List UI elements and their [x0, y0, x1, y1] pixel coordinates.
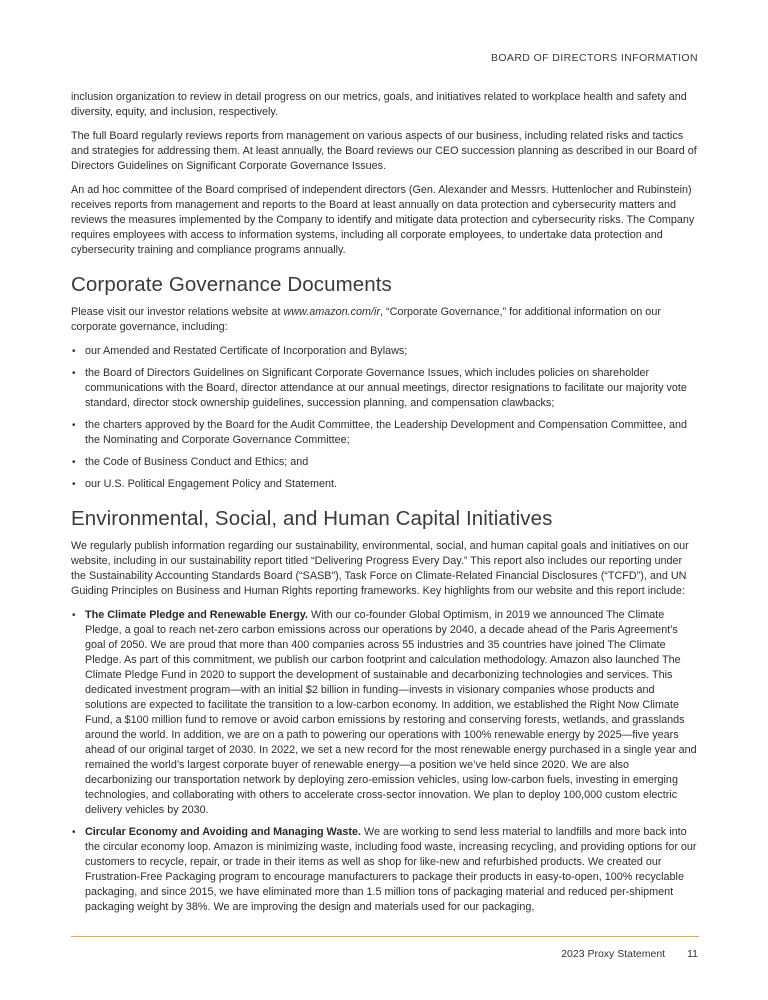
- bullet-icon: •: [72, 368, 76, 379]
- esg-intro: We regularly publish information regarding our sustainability, environmental, social, and human capital goals and initiatives on our website, including in our sustainability report titled “Delivering Progress Every Day.” This report also includes our reporting under the Sustainability Accounting Standards Board (“SASB”), Task Force on Climate-Related Financial Disclosures (“TCFD”), and UN Guiding Principles on Business and Human Rights reporting frameworks. Key highlights from our website and this report include:: [71, 540, 689, 597]
- bullet-icon: •: [72, 479, 76, 490]
- list-item-text: the Board of Directors Guidelines on Significant Corporate Governance Issues, which includes policies on shareholder communications with the Board, director attendance at our annual meetings, director resignations to facilitate our majority vote standard, director stock ownership guidelines, succession planning, and compensation clawbacks;: [85, 367, 687, 409]
- list-item: [71, 418, 699, 448]
- intro-paragraph-3: An ad hoc committee of the Board comprised of independent directors (Gen. Alexander and Messrs. Huttenlocher and Rubinstein) receives reports from management and reports to the Board at least annually on data protection and cybersecurity matters and reviews the measures implemented by the Company to identify and mitigate data protection and cybersecurity risks. The Company requires employees with access to information systems, including all corporate employees, to undertake data protection and cybersecurity training and compliance programs annually.: [71, 184, 695, 256]
- governance-heading: Corporate Governance Documents: [71, 273, 392, 296]
- intro-paragraph-2: The full Board regularly reviews reports from management on various aspects of our business, including related risks and tactics and strategies for addressing them. At least annually, the Board reviews our CEO succession planning as described in our Board of Directors Guidelines on Significant Corporate Governance Issues.: [71, 130, 697, 172]
- investor-relations-link[interactable]: www.amazon.com/ir: [283, 306, 381, 318]
- list-item: [71, 344, 699, 359]
- page-footer: [561, 948, 698, 960]
- bullet-icon: •: [72, 827, 76, 838]
- list-item: [71, 825, 699, 915]
- page-number: 11: [687, 948, 698, 960]
- list-item-text: We are working to send less material to landfills and more back into the circular economy loop. Amazon is minimizing waste, including food waste, increasing recycling, and providing options for our customers to recycle, repair, or trade in their items as well as shop for like-new and refurbished products. We created our Frustration-Free Packaging program to encourage manufacturers to package their products in easy-to-open, 100% recyclable packaging, and since 2015, we have eliminated more than 1.5 million tons of packaging material and reduced per-shipment packaging weight by 38%. We are improving the design and materials used for our packaging,: [85, 826, 697, 913]
- list-item-text: our Amended and Restated Certificate of Incorporation and Bylaws;: [85, 345, 408, 357]
- list-item-title: Circular Economy and Avoiding and Managing Waste.: [85, 826, 361, 838]
- page-content: [71, 90, 699, 922]
- list-item: [71, 455, 699, 470]
- bullet-icon: •: [72, 346, 76, 357]
- esg-heading: Environmental, Social, and Human Capital Initiatives: [71, 507, 553, 530]
- governance-intro-after: , “Corporate Governance,” for additional information on our corporate governance, including:: [71, 306, 661, 333]
- footer-divider: [71, 936, 699, 937]
- list-item: [71, 608, 699, 818]
- footer-doc-title: 2023 Proxy Statement: [561, 948, 666, 960]
- governance-intro: [71, 305, 699, 335]
- governance-list: [71, 344, 699, 492]
- esg-list: [71, 608, 699, 915]
- section-header: BOARD OF DIRECTORS INFORMATION: [490, 52, 698, 64]
- list-item-text: the charters approved by the Board for the Audit Committee, the Leadership Development and Compensation Committee, and the Nominating and Corporate Governance Committee;: [85, 419, 687, 446]
- list-item-text: our U.S. Political Engagement Policy and Statement.: [85, 478, 338, 490]
- list-item: [71, 477, 699, 492]
- bullet-icon: •: [72, 420, 76, 431]
- governance-intro-before: Please visit our investor relations website at: [71, 306, 284, 318]
- list-item: [71, 366, 699, 411]
- bullet-icon: •: [72, 457, 76, 468]
- list-item-title: The Climate Pledge and Renewable Energy.: [85, 609, 308, 621]
- bullet-icon: •: [72, 610, 76, 621]
- list-item-text: With our co-founder Global Optimism, in 2019 we announced The Climate Pledge, a goal to reach net-zero carbon emissions across our operations by 2040, a decade ahead of the Paris Agreement’s goal of 2050. We are proud that more than 400 companies across 55 industries and 35 countries have joined The Climate Pledge. As part of this commitment, we publish our carbon footprint and calculation methodology. Amazon also launched The Climate Pledge Fund in 2020 to support the development of sustainable and decarbonizing technologies and services. This dedicated investment program—with an initial $2 billion in funding—invests in visionary companies whose products and solutions are expected to facilitate the transition to a low-carbon economy. In addition, we established the Right Now Climate Fund, a $100 million fund to remove or avoid carbon emissions by restoring and conserving forests, wetlands, and grasslands around the world. In addition, we are on a path to powering our operations with 100% renewable energy by 2025—five years ahead of our original target of 2030. In 2022, we set a new record for the most renewable energy purchased in a single year and remained the world’s largest corporate buyer of renewable energy—a position we’ve held since 2020. We are also decarbonizing our transportation network by deploying zero-emission vehicles, using low-carbon fuels, investing in emerging technologies, and collaborating with others to accelerate cross-sector innovation. We plan to deploy 100,000 custom electric delivery vehicles by 2030.: [85, 609, 697, 816]
- intro-paragraph-1: inclusion organization to review in detail progress on our metrics, goals, and initiatives related to workplace health and safety and diversity, equity, and inclusion, respectively.: [71, 91, 687, 118]
- list-item-text: the Code of Business Conduct and Ethics; and: [85, 456, 309, 468]
